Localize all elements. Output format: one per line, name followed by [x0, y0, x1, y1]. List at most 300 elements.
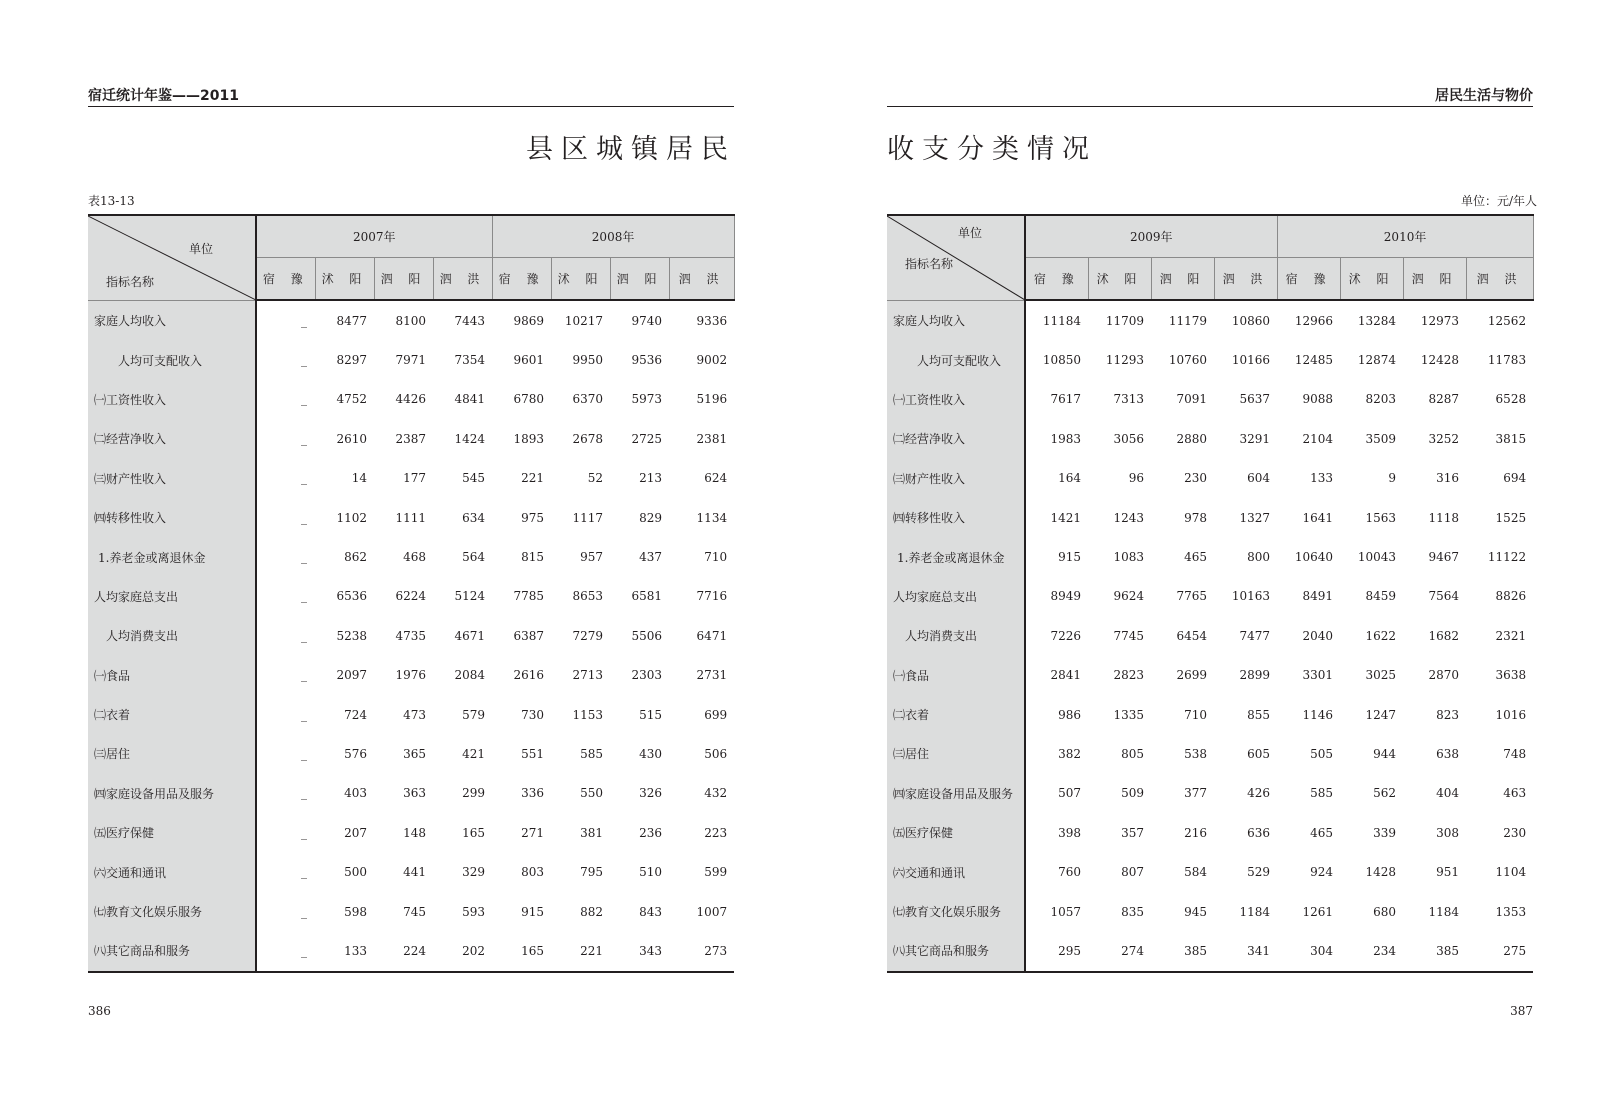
- value-cell: 10217: [564, 313, 604, 328]
- table-row: [88, 300, 734, 340]
- value-cell: 343: [639, 943, 663, 958]
- value-cell: 230: [1503, 825, 1527, 840]
- value-cell: 2725: [631, 431, 663, 446]
- value-cell: 326: [639, 786, 663, 801]
- value-cell: 1184: [1428, 904, 1460, 919]
- value-cell: 12966: [1294, 313, 1334, 328]
- county-header: 泗 洪: [1214, 258, 1277, 301]
- value-cell: 538: [1184, 746, 1207, 761]
- indicator-label: 家庭人均收入: [88, 300, 256, 340]
- value-cell: 1424: [454, 431, 486, 446]
- table-row: [88, 774, 734, 813]
- value-cell: 271: [521, 825, 545, 840]
- value-cell: 9950: [572, 353, 604, 368]
- value-cell: 8653: [572, 589, 604, 604]
- value-cell: 5124: [454, 589, 486, 604]
- value-cell: 1083: [1113, 550, 1144, 565]
- value-cell: 437: [639, 550, 663, 565]
- value-cell: 800: [1247, 550, 1271, 565]
- value-cell: 148: [403, 825, 426, 840]
- table-row: [88, 498, 734, 537]
- value-cell: 10760: [1168, 353, 1207, 368]
- value-cell: 11122: [1487, 550, 1527, 565]
- indicator-label: 1.养老金或离退休金: [88, 537, 256, 576]
- value-cell: 638: [1436, 746, 1460, 761]
- value-cell: 7716: [696, 589, 728, 604]
- running-head: 宿迁统计年鉴——2011: [88, 86, 734, 107]
- value-cell: 579: [462, 707, 486, 722]
- corner-indicator-label: 指标名称: [905, 256, 954, 271]
- table-row: [88, 892, 734, 931]
- value-cell: _: [301, 943, 307, 958]
- value-cell: 862: [344, 550, 367, 565]
- value-cell: 2880: [1176, 431, 1207, 446]
- value-cell: 2610: [336, 431, 367, 446]
- value-cell: 224: [403, 943, 426, 958]
- value-cell: 680: [1373, 904, 1397, 919]
- value-cell: 403: [344, 786, 367, 801]
- indicator-label: ㈢财产性收入: [887, 459, 1025, 498]
- value-cell: 1983: [1050, 431, 1081, 446]
- value-cell: 377: [1184, 786, 1207, 801]
- indicator-label: 人均可支配收入: [887, 340, 1025, 379]
- value-cell: 7091: [1176, 392, 1207, 407]
- value-cell: 1893: [513, 431, 545, 446]
- value-cell: 529: [1247, 865, 1271, 880]
- indicator-label: 人均家庭总支出: [887, 577, 1025, 616]
- value-cell: 2097: [336, 668, 367, 683]
- value-cell: 7971: [395, 353, 426, 368]
- value-cell: 12562: [1487, 313, 1527, 328]
- value-cell: 2387: [395, 431, 426, 446]
- value-cell: 1134: [696, 510, 728, 525]
- value-cell: 316: [1436, 471, 1460, 486]
- value-cell: 10850: [1042, 353, 1081, 368]
- value-cell: 7226: [1050, 628, 1081, 643]
- table-row: [88, 459, 734, 498]
- value-cell: 506: [704, 746, 728, 761]
- table-row: [887, 695, 1533, 734]
- value-cell: 3509: [1365, 431, 1397, 446]
- value-cell: 7745: [1113, 628, 1144, 643]
- value-cell: _: [301, 353, 307, 368]
- value-cell: 6536: [336, 589, 367, 604]
- value-cell: 11184: [1042, 313, 1081, 328]
- value-cell: 133: [344, 943, 367, 958]
- value-cell: 1102: [336, 510, 367, 525]
- value-cell: 745: [403, 904, 426, 919]
- value-cell: 2040: [1302, 628, 1334, 643]
- value-cell: 382: [1058, 746, 1081, 761]
- value-cell: _: [301, 431, 307, 446]
- value-cell: 515: [639, 707, 663, 722]
- value-cell: 5238: [336, 628, 367, 643]
- value-cell: 4671: [454, 628, 486, 643]
- value-cell: 1016: [1495, 707, 1527, 722]
- value-cell: 11709: [1105, 313, 1144, 328]
- value-cell: 1421: [1050, 510, 1081, 525]
- value-cell: 805: [1121, 746, 1144, 761]
- value-cell: 3291: [1239, 431, 1271, 446]
- value-cell: 9624: [1113, 589, 1144, 604]
- value-cell: 275: [1503, 943, 1527, 958]
- right-page: [800, 0, 1609, 1099]
- indicator-label: ㈠工资性收入: [887, 380, 1025, 419]
- year-header: 2007年: [256, 215, 492, 258]
- value-cell: 1563: [1365, 510, 1397, 525]
- value-cell: 843: [639, 904, 663, 919]
- value-cell: 1247: [1365, 707, 1397, 722]
- value-cell: 795: [580, 865, 604, 880]
- table-corner-header: [887, 215, 1025, 300]
- table-row: [88, 380, 734, 419]
- county-header: 泗 阳: [610, 258, 669, 301]
- table-row: [88, 734, 734, 773]
- value-cell: 915: [521, 904, 545, 919]
- value-cell: 274: [1121, 943, 1144, 958]
- value-cell: 2731: [696, 668, 728, 683]
- value-cell: 221: [521, 471, 545, 486]
- value-cell: 730: [521, 707, 545, 722]
- page-title: 县区城镇居民: [526, 134, 736, 165]
- value-cell: 951: [1436, 865, 1460, 880]
- value-cell: 760: [1058, 865, 1081, 880]
- county-header: 沭 阳: [551, 258, 610, 301]
- indicator-label: ㈥交通和通讯: [887, 852, 1025, 891]
- indicator-label: ㈡衣着: [88, 695, 256, 734]
- value-cell: 593: [462, 904, 486, 919]
- value-cell: 1261: [1302, 904, 1334, 919]
- county-header: 宿 豫: [256, 258, 315, 301]
- value-cell: 339: [1373, 825, 1397, 840]
- year-header: 2010年: [1277, 215, 1533, 258]
- page-title: 收支分类情况: [887, 134, 1097, 165]
- value-cell: 363: [403, 786, 426, 801]
- table-row: [887, 380, 1533, 419]
- value-cell: 605: [1247, 746, 1271, 761]
- value-cell: 8826: [1495, 589, 1527, 604]
- table-row: [887, 774, 1533, 813]
- county-header: 宿 豫: [492, 258, 551, 301]
- value-cell: 6224: [395, 589, 426, 604]
- value-cell: 9869: [513, 313, 545, 328]
- value-cell: 2104: [1302, 431, 1334, 446]
- value-cell: 10166: [1231, 353, 1271, 368]
- table-row: [887, 892, 1533, 931]
- value-cell: 385: [1184, 943, 1207, 958]
- page-number: 386: [88, 1004, 111, 1018]
- value-cell: 585: [580, 746, 604, 761]
- table-row: [887, 537, 1533, 576]
- value-cell: 1641: [1302, 510, 1334, 525]
- value-cell: 1428: [1365, 865, 1397, 880]
- value-cell: 3638: [1495, 668, 1527, 683]
- value-cell: 634: [462, 510, 486, 525]
- table-row: [887, 852, 1533, 891]
- indicator-label: 1.养老金或离退休金: [887, 537, 1025, 576]
- value-cell: 6454: [1176, 628, 1207, 643]
- value-cell: 500: [344, 865, 367, 880]
- value-cell: 8459: [1365, 589, 1397, 604]
- value-cell: 5637: [1239, 392, 1271, 407]
- indicator-label: ㈦教育文化娱乐服务: [88, 892, 256, 931]
- value-cell: _: [301, 589, 307, 604]
- value-cell: _: [301, 550, 307, 565]
- indicator-label: ㈤医疗保健: [88, 813, 256, 852]
- value-cell: _: [301, 668, 307, 683]
- value-cell: 8100: [395, 313, 426, 328]
- value-cell: 430: [639, 746, 663, 761]
- value-cell: 2823: [1113, 668, 1144, 683]
- value-cell: 545: [462, 471, 486, 486]
- left-page: [0, 0, 800, 1099]
- county-header: 沭 阳: [1088, 258, 1151, 301]
- value-cell: 2616: [513, 668, 545, 683]
- table-row: [88, 340, 734, 379]
- value-cell: 133: [1310, 471, 1334, 486]
- table-row: [88, 577, 734, 616]
- value-cell: 357: [1121, 825, 1144, 840]
- value-cell: 96: [1128, 471, 1144, 486]
- value-cell: 694: [1503, 471, 1527, 486]
- indicator-label: ㈡经营净收入: [88, 419, 256, 458]
- indicator-label: 人均家庭总支出: [88, 577, 256, 616]
- value-cell: 10640: [1294, 550, 1334, 565]
- value-cell: 3252: [1428, 431, 1460, 446]
- value-cell: 3815: [1495, 431, 1527, 446]
- value-cell: 177: [403, 471, 426, 486]
- value-cell: 308: [1436, 825, 1460, 840]
- value-cell: 2870: [1428, 668, 1460, 683]
- value-cell: 381: [580, 825, 604, 840]
- value-cell: 1622: [1365, 628, 1397, 643]
- value-cell: 9002: [696, 353, 728, 368]
- value-cell: 299: [462, 786, 486, 801]
- corner-indicator-label: 指标名称: [106, 274, 155, 289]
- table-row: [887, 813, 1533, 852]
- value-cell: 924: [1310, 865, 1334, 880]
- table-row: [88, 813, 734, 852]
- table-row: [887, 656, 1533, 695]
- value-cell: 7443: [454, 313, 486, 328]
- value-cell: 585: [1310, 786, 1334, 801]
- value-cell: 6471: [696, 628, 728, 643]
- value-cell: 564: [462, 550, 486, 565]
- value-cell: 1353: [1495, 904, 1527, 919]
- value-cell: 855: [1247, 707, 1271, 722]
- value-cell: 4426: [395, 392, 426, 407]
- value-cell: 165: [521, 943, 545, 958]
- value-cell: 835: [1121, 904, 1144, 919]
- value-cell: 7765: [1176, 589, 1207, 604]
- income-expenditure-table-2009-2010: [887, 214, 1534, 973]
- indicator-label: ㈡经营净收入: [887, 419, 1025, 458]
- table-row: [88, 537, 734, 576]
- value-cell: 4841: [454, 392, 486, 407]
- value-cell: 6581: [631, 589, 663, 604]
- value-cell: 5506: [631, 628, 663, 643]
- value-cell: 710: [1184, 707, 1207, 722]
- table-corner-header: [88, 215, 256, 300]
- value-cell: _: [301, 628, 307, 643]
- value-cell: 421: [462, 746, 486, 761]
- value-cell: 234: [1373, 943, 1397, 958]
- value-cell: 1335: [1113, 707, 1144, 722]
- value-cell: 8297: [336, 353, 367, 368]
- value-cell: 551: [521, 746, 545, 761]
- value-cell: 7354: [454, 353, 486, 368]
- value-cell: 468: [403, 550, 426, 565]
- county-header: 泗 阳: [374, 258, 433, 301]
- table-row: [887, 616, 1533, 655]
- value-cell: 7477: [1239, 628, 1271, 643]
- indicator-label: ㈦教育文化娱乐服务: [887, 892, 1025, 931]
- value-cell: 426: [1247, 786, 1271, 801]
- indicator-label: ㈡衣着: [887, 695, 1025, 734]
- value-cell: 986: [1058, 707, 1081, 722]
- value-cell: 223: [704, 825, 728, 840]
- value-cell: 4735: [395, 628, 426, 643]
- value-cell: 165: [462, 825, 486, 840]
- value-cell: 9740: [631, 313, 663, 328]
- value-cell: 957: [580, 550, 604, 565]
- table-row: [887, 300, 1533, 340]
- running-head: 居民生活与物价: [887, 86, 1533, 107]
- value-cell: 11179: [1168, 313, 1207, 328]
- value-cell: 9336: [696, 313, 728, 328]
- value-cell: 505: [1310, 746, 1334, 761]
- value-cell: 2841: [1050, 668, 1081, 683]
- table-row: [887, 577, 1533, 616]
- value-cell: 11293: [1105, 353, 1144, 368]
- value-cell: 7279: [572, 628, 604, 643]
- value-cell: 1327: [1239, 510, 1271, 525]
- county-header: 宿 豫: [1025, 258, 1088, 301]
- indicator-label: ㈢居住: [88, 734, 256, 773]
- value-cell: 11783: [1487, 353, 1527, 368]
- county-header: 沭 阳: [1340, 258, 1403, 301]
- value-cell: 945: [1184, 904, 1207, 919]
- value-cell: 385: [1436, 943, 1460, 958]
- value-cell: 465: [1310, 825, 1334, 840]
- value-cell: 636: [1247, 825, 1271, 840]
- county-header: 宿 豫: [1277, 258, 1340, 301]
- corner-unit-label: 单位: [957, 226, 982, 240]
- indicator-label: 人均消费支出: [887, 616, 1025, 655]
- value-cell: 12428: [1420, 353, 1460, 368]
- value-cell: 3056: [1113, 431, 1144, 446]
- county-header: 泗 阳: [1151, 258, 1214, 301]
- indicator-label: ㈠工资性收入: [88, 380, 256, 419]
- table-row: [88, 695, 734, 734]
- indicator-label: ㈣转移性收入: [887, 498, 1025, 537]
- value-cell: 398: [1058, 825, 1081, 840]
- value-cell: 975: [521, 510, 545, 525]
- table-row: [88, 419, 734, 458]
- indicator-label: 人均可支配收入: [88, 340, 256, 379]
- value-cell: 604: [1247, 471, 1271, 486]
- value-cell: 432: [704, 786, 728, 801]
- value-cell: 4752: [336, 392, 367, 407]
- table-row: [887, 931, 1533, 971]
- value-cell: 562: [1373, 786, 1397, 801]
- value-cell: 7617: [1050, 392, 1081, 407]
- value-cell: 6780: [513, 392, 545, 407]
- value-cell: 213: [639, 471, 663, 486]
- value-cell: 2899: [1239, 668, 1271, 683]
- value-cell: 1117: [572, 510, 604, 525]
- value-cell: 1057: [1050, 904, 1081, 919]
- value-cell: 978: [1184, 510, 1207, 525]
- value-cell: 8287: [1428, 392, 1460, 407]
- value-cell: 202: [462, 943, 486, 958]
- value-cell: 273: [704, 943, 728, 958]
- value-cell: 624: [704, 471, 728, 486]
- value-cell: 1682: [1428, 628, 1460, 643]
- value-cell: 2678: [572, 431, 604, 446]
- table-row: [887, 734, 1533, 773]
- table-row: [88, 656, 734, 695]
- value-cell: 336: [521, 786, 545, 801]
- value-cell: 52: [587, 471, 604, 486]
- value-cell: 216: [1184, 825, 1207, 840]
- indicator-label: ㈧其它商品和服务: [887, 931, 1025, 971]
- value-cell: 724: [344, 707, 367, 722]
- value-cell: 807: [1121, 865, 1144, 880]
- value-cell: 509: [1121, 786, 1144, 801]
- value-cell: 2321: [1495, 628, 1527, 643]
- unit-note: 单位：元/年人: [1460, 194, 1537, 208]
- value-cell: 7564: [1428, 589, 1460, 604]
- value-cell: 236: [639, 825, 663, 840]
- value-cell: 7785: [513, 589, 545, 604]
- value-cell: 507: [1058, 786, 1081, 801]
- indicator-label: ㈥交通和通讯: [88, 852, 256, 891]
- year-header: 2009年: [1025, 215, 1277, 258]
- value-cell: 823: [1436, 707, 1460, 722]
- value-cell: _: [301, 786, 307, 801]
- value-cell: 599: [704, 865, 728, 880]
- value-cell: _: [301, 510, 307, 525]
- value-cell: _: [301, 746, 307, 761]
- county-header: 泗 洪: [1466, 258, 1533, 301]
- value-cell: 8949: [1050, 589, 1081, 604]
- value-cell: _: [301, 471, 307, 486]
- value-cell: 14: [351, 471, 367, 486]
- value-cell: 9536: [631, 353, 663, 368]
- year-header: 2008年: [492, 215, 734, 258]
- value-cell: 473: [403, 707, 426, 722]
- value-cell: 463: [1503, 786, 1527, 801]
- value-cell: 164: [1058, 471, 1081, 486]
- value-cell: 8477: [336, 313, 367, 328]
- county-header: 泗 洪: [433, 258, 492, 301]
- value-cell: 10860: [1231, 313, 1271, 328]
- value-cell: 8491: [1302, 589, 1334, 604]
- value-cell: 10043: [1357, 550, 1397, 565]
- value-cell: 365: [403, 746, 426, 761]
- value-cell: 6387: [513, 628, 545, 643]
- value-cell: 207: [344, 825, 367, 840]
- indicator-label: 人均消费支出: [88, 616, 256, 655]
- value-cell: 5973: [631, 392, 663, 407]
- value-cell: 550: [580, 786, 604, 801]
- indicator-label: ㈢财产性收入: [88, 459, 256, 498]
- county-header: 泗 洪: [669, 258, 734, 301]
- indicator-label: ㈠食品: [887, 656, 1025, 695]
- value-cell: 9467: [1428, 550, 1460, 565]
- indicator-label: ㈤医疗保健: [887, 813, 1025, 852]
